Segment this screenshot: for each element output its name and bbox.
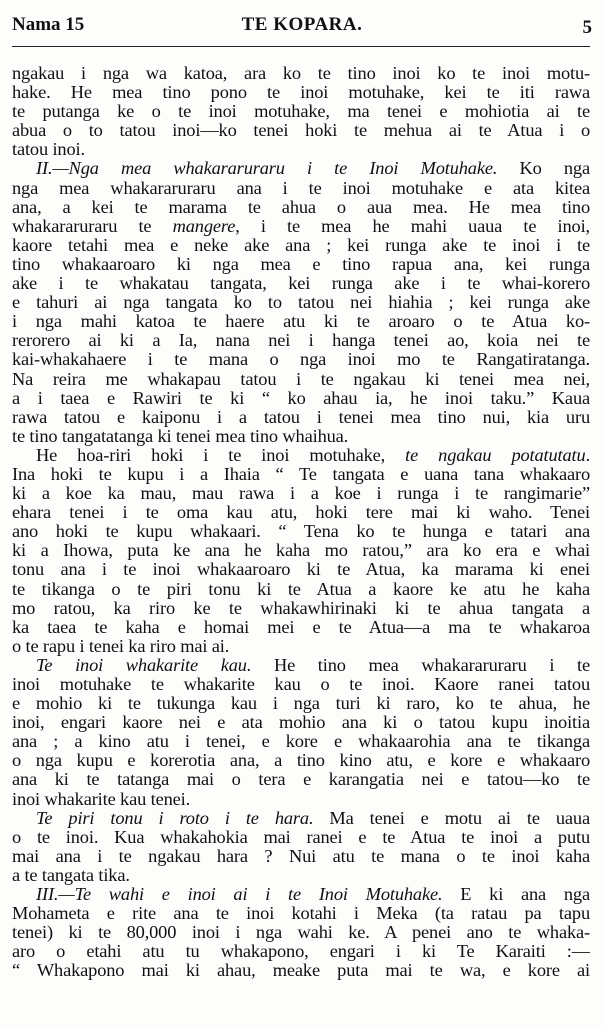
text-run: rerorero ai ki a Ia, nana nei i hanga tenei ao, koia nei te: [12, 331, 590, 351]
text-run: ngakau i nga wa katoa, ara ko te tino inoi ko te inoi motu-: [12, 64, 590, 83]
text-run: ka taea te kaha e homai mei e te Atua—a ma te whakaroa: [12, 617, 590, 637]
text-run: te tino tangatatanga ki tenei mea tino whaihua.: [12, 426, 349, 446]
text-line: [12, 408, 590, 427]
text-run: kaore tetahi mea e neke ake ana ; kei runga ake te inoi i te: [12, 235, 590, 255]
text-line: [12, 560, 590, 579]
text-run: o nga kupu e korerotia ana, a tino kino atu, e kore e whakaaro: [12, 751, 590, 771]
text-run: tonu ana i te inoi whakaaroaro ki te Atua, ka marama ki enei: [12, 560, 590, 580]
text-run: ana ki te tatanga mai o tera e karangatia nei e tatou—ko te: [12, 770, 590, 790]
text-run: a i taea e Rawiri te ki “ ko ahau ia, he inoi taku.” Kaua: [12, 388, 590, 408]
text-run: .: [585, 445, 590, 465]
text-line: [12, 159, 590, 178]
text-run: inoi motuhake te whakarite kau o te inoi. Kaore ranei tatou: [12, 675, 590, 694]
text-line: [12, 790, 590, 809]
text-line: [12, 389, 590, 408]
text-line: [12, 293, 590, 312]
text-line: [12, 732, 590, 751]
text-line: [12, 828, 590, 847]
text-run: inoi, engari kaore nei e ata mohio ana ki o tatou kupu inoitia: [12, 713, 590, 733]
text-line: [12, 427, 590, 446]
text-run: o te rapu i tenei ka riro mai ai.: [12, 636, 230, 656]
text-run: e mohio ki te tukunga kau i nga turi ki raro, ko te ahua, he: [12, 694, 590, 714]
text-line: [12, 64, 590, 83]
text-line: [12, 904, 590, 923]
text-line: [12, 179, 590, 198]
text-run: tino whakaaroaro ki nga mea e tino rapua ana, kei runga: [12, 254, 590, 274]
text-run: ano hoki te kupu whakaari. “ Tena ko te hunga e tatari ana: [12, 522, 590, 542]
text-run: Ina hoki te kupu i a Ihaia “ Te tangata e uana tana whakaaro: [12, 464, 590, 484]
text-run: e tahuri ai nga tangata ko to tatou nei hiahia ; kei runga ake: [12, 293, 590, 313]
italic-text: II.—Nga mea whakararuraru i te Inoi Motuhake.: [36, 159, 498, 179]
text-run: mo ratou, ka riro ke te whakawhirinaki ki te ahua tangata a: [12, 598, 590, 618]
text-run: , i te mea he mahi uaua te inoi,: [235, 216, 590, 236]
text-run: ki a koe ka mau, mau rawa i a koe i runga i te rangimarie”: [12, 484, 590, 504]
text-line: [12, 484, 590, 503]
text-line: [12, 121, 590, 140]
text-line: [12, 503, 590, 522]
text-line: [12, 809, 590, 828]
text-line: [12, 637, 590, 656]
text-run: nga mea whakararuraru ana i te inoi motuhake e ata kitea: [12, 178, 590, 198]
text-line: [12, 961, 590, 980]
text-line: [12, 255, 590, 274]
text-line: [12, 83, 590, 102]
text-run: o te inoi. Kua whakahokia mai ranei e te Atua te inoi a putu: [12, 827, 590, 847]
text-run: ake i te whakatau tangata, kei runga ake i te whai-korero: [12, 274, 590, 294]
text-run: te tikanga o te piri tonu ki te Atua a kaore ke atu he kaha: [12, 579, 590, 599]
text-line: [12, 942, 590, 961]
text-run: “ Whakapono mai ki ahau, meake puta mai te wa, e kore ai: [12, 961, 590, 981]
text-line: [12, 350, 590, 369]
text-line: [12, 140, 590, 159]
text-line: [12, 885, 590, 904]
text-line: [12, 770, 590, 789]
text-run: tatou inoi.: [12, 140, 85, 160]
text-line: [12, 446, 590, 465]
text-run: a te tangata tika.: [12, 865, 130, 885]
text-run: i nga mahi katoa te haere atu ki te aroaro o te Atua ko-: [12, 312, 590, 332]
body-text: [12, 64, 590, 981]
italic-text: Te piri tonu i roto i te hara.: [36, 808, 314, 828]
text-run: He tino mea whakararuraru i te: [251, 655, 590, 675]
italic-text: Te inoi whakarite kau.: [36, 655, 252, 675]
text-line: [12, 618, 590, 637]
text-line: [12, 522, 590, 541]
text-run: aro o etahi atu tu whakapono, engari i ki Te Karaiti :—: [12, 942, 590, 962]
text-run: Mohameta e rite ana te inoi kotahi i Meka (ta ratau pa tapu: [12, 904, 590, 924]
text-run: kai-whakahaere i te mana o nga inoi mo te Rangatiratanga.: [12, 350, 590, 370]
text-line: [12, 580, 590, 599]
text-run: rawa tatou e kaiponu i a tatou i tenei mea tino nui, kia uru: [12, 407, 590, 427]
italic-text: te ngakau potatutatu: [405, 445, 586, 465]
page-number: 5: [582, 17, 592, 38]
text-run: inoi whakarite kau tenei.: [12, 789, 191, 809]
text-line: [12, 541, 590, 560]
running-header: [12, 14, 592, 40]
text-line: [12, 370, 590, 389]
text-run: He hoa-riri hoki i te inoi motuhake,: [36, 445, 406, 465]
text-run: ana, a kei te marama te ahua o aua mea. He mea tino: [12, 197, 590, 217]
text-run: ehara tenei i te oma kau atu, hoki tere mai ki waho. Tenei: [12, 503, 590, 523]
text-line: [12, 847, 590, 866]
text-run: tenei) ki te 80,000 inoi i nga wahi ke. A penei ano te whaka-: [12, 923, 590, 943]
italic-text: mangere: [172, 216, 236, 236]
text-line: [12, 866, 590, 885]
header-section-label: Nama 15: [12, 14, 85, 35]
header-title: TE KOPARA.: [241, 14, 363, 35]
text-line: [12, 599, 590, 618]
text-run: E ki ana nga: [442, 885, 590, 905]
text-run: Ma tenei e motu ai te uaua: [313, 808, 590, 828]
text-run: hake. He mea tino pono te inoi motuhake, kei te iti rawa: [12, 83, 590, 103]
text-line: [12, 694, 590, 713]
text-line: [12, 656, 590, 675]
text-line: [12, 236, 590, 255]
text-line: [12, 465, 590, 484]
text-run: Na reira me whakapau tatou i te ngakau ki tenei mea nei,: [12, 369, 590, 389]
text-line: [12, 331, 590, 350]
text-line: [12, 713, 590, 732]
text-run: te putanga ke o te inoi motuhake, ma tenei e mohiotia ai te: [12, 102, 590, 122]
text-line: [12, 274, 590, 293]
text-line: [12, 675, 590, 694]
text-run: mai ana i te ngakau hara ? Nui atu te mana o te inoi kaha: [12, 846, 590, 866]
text-run: abua o to tatou inoi—ko tenei hoki te mehua ai te Atua i o: [12, 121, 590, 141]
italic-text: III.—Te wahi e inoi ai i te Inoi Motuhake.: [36, 885, 443, 905]
text-line: [12, 102, 590, 121]
text-line: [12, 217, 590, 236]
header-rule: [12, 46, 590, 47]
text-line: [12, 923, 590, 942]
text-run: ki a Ihowa, puta ke ana he kaha mo ratou,” ara ko era e whai: [12, 541, 590, 561]
text-run: whakararuraru te: [12, 216, 173, 236]
text-run: Ko nga: [497, 159, 590, 179]
text-line: [12, 198, 590, 217]
text-line: [12, 751, 590, 770]
text-run: ana ; a kino atu i tenei, e kore e whakaarohia ana te tikanga: [12, 732, 590, 752]
text-line: [12, 312, 590, 331]
